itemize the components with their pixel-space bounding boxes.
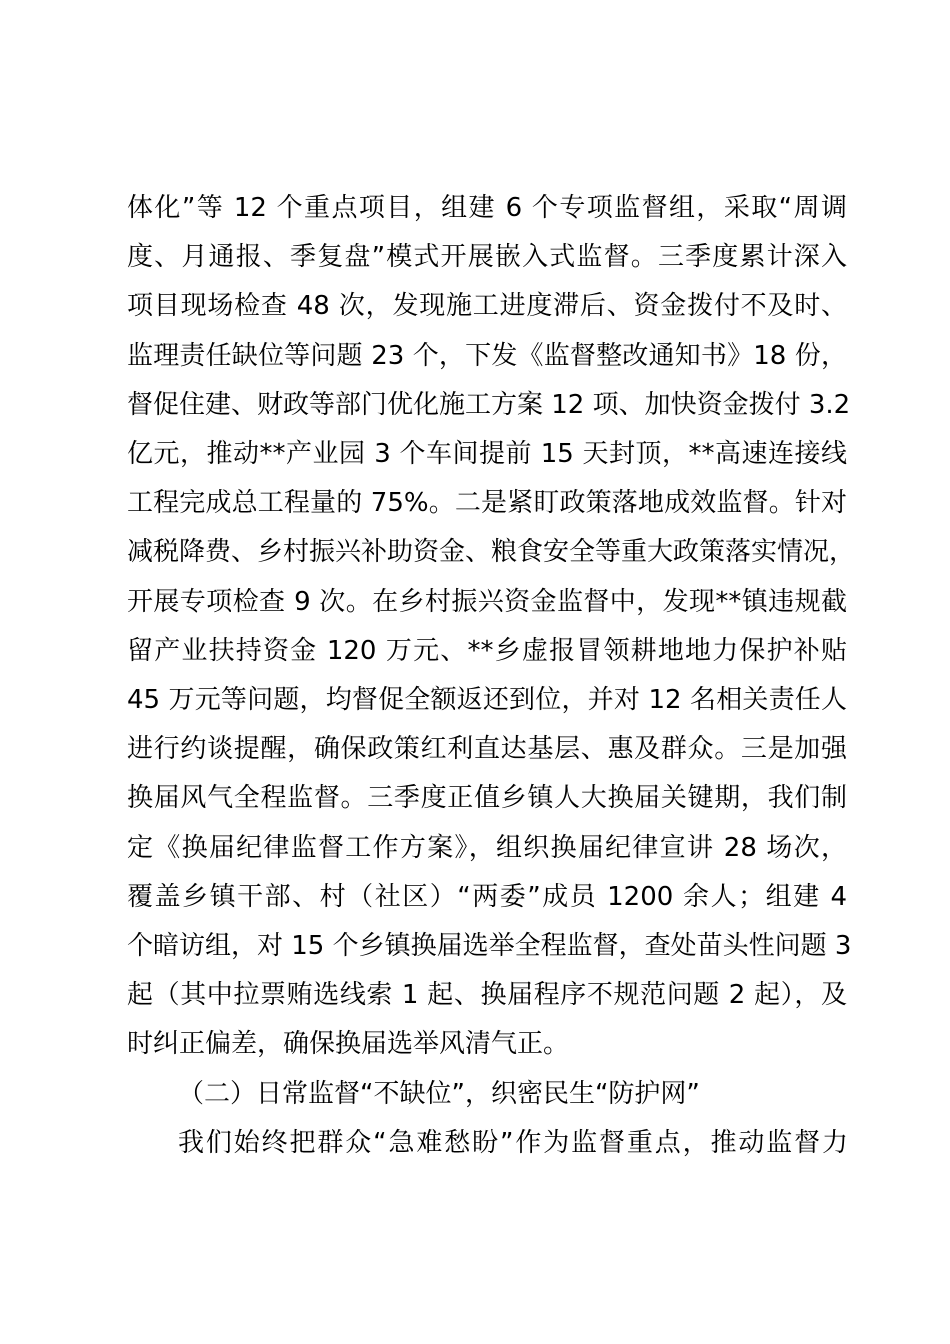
body-text-line: 度、月通报、季复盘”模式开展嵌入式监督。三季度累计深入 bbox=[127, 242, 847, 272]
body-text-line: 时纠正偏差，确保换届选举风清气正。 bbox=[127, 1029, 570, 1059]
body-text-line: 个暗访组，对 15 个乡镇换届选举全程监督，查处苗头性问题 3 bbox=[127, 931, 852, 961]
section-heading: （二）日常监督“不缺位”，织密民生“防护网” bbox=[178, 1079, 700, 1109]
body-text-line: 亿元，推动**产业园 3 个车间提前 15 天封顶，**高速连接线 bbox=[127, 439, 847, 469]
body-text-line: 45 万元等问题，均督促全额返还到位，并对 12 名相关责任人 bbox=[127, 685, 847, 715]
body-text-line: 我们始终把群众“急难愁盼”作为监督重点，推动监督力 bbox=[178, 1128, 848, 1158]
body-text-line: 起（其中拉票贿选线索 1 起、换届程序不规范问题 2 起），及 bbox=[127, 980, 847, 1010]
body-text-line: 覆盖乡镇干部、村（社区）“两委”成员 1200 余人；组建 4 bbox=[127, 882, 847, 912]
body-text-line: 开展专项检查 9 次。在乡村振兴资金监督中，发现**镇违规截 bbox=[127, 587, 847, 617]
body-text-line: 监理责任缺位等问题 23 个，下发《监督整改通知书》18 份， bbox=[127, 341, 847, 371]
body-text-line: 减税降费、乡村振兴补助资金、粮食安全等重大政策落实情况， bbox=[127, 537, 856, 567]
body-text-line: 留产业扶持资金 120 万元、**乡虚报冒领耕地地力保护补贴 bbox=[127, 636, 847, 666]
body-text-line: 换届风气全程监督。三季度正值乡镇人大换届关键期，我们制 bbox=[127, 783, 847, 813]
body-text-line: 定《换届纪律监督工作方案》，组织换届纪律宣讲 28 场次， bbox=[127, 833, 847, 863]
body-text-line: 体化”等 12 个重点项目，组建 6 个专项监督组，采取“周调 bbox=[127, 193, 847, 223]
body-text-line: 工程完成总工程量的 75%。二是紧盯政策落地成效监督。针对 bbox=[127, 488, 847, 518]
body-text-line: 项目现场检查 48 次，发现施工进度滞后、资金拨付不及时、 bbox=[127, 291, 847, 321]
body-text-line: 督促住建、财政等部门优化施工方案 12 项、加快资金拨付 3.2 bbox=[127, 390, 851, 420]
body-text-line: 进行约谈提醒，确保政策红利直达基层、惠及群众。三是加强 bbox=[127, 734, 847, 764]
